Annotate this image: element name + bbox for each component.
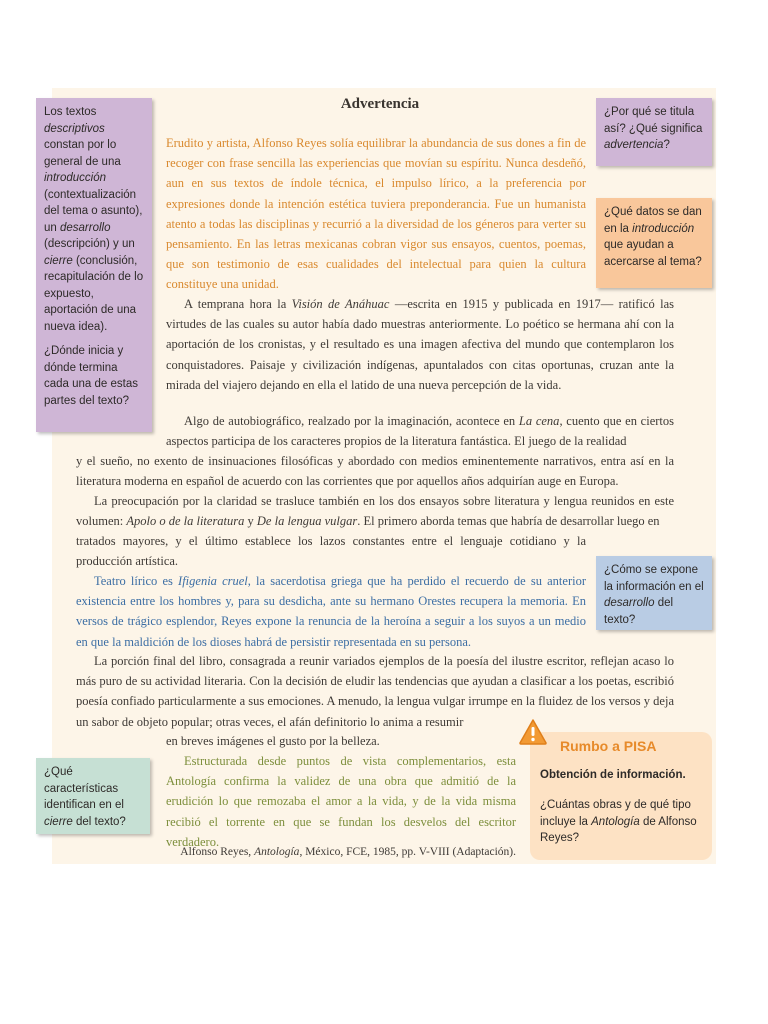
- paragraph-poesia-continued: en breves imágenes el gusto por la belleza.: [166, 734, 380, 748]
- development-question: ¿Cómo se expone la información en el desarrollo del texto?: [604, 564, 704, 626]
- pisa-box: [530, 732, 712, 860]
- paragraph-la-cena: Algo de autobiográfico, realzado por la imaginación, acontece en La cena, cuento que en ciertos aspectos participa de los caracteres propios de la literatura fantástica. El juego de la realidad: [166, 414, 674, 449]
- closing-question: ¿Qué características identifican en el cierre del texto?: [44, 766, 126, 828]
- paragraph-ensayos-continued: tratados mayores, y el último establece los lazos constantes entre el lenguaje cotidiano y la producción artística.: [76, 534, 586, 569]
- descriptive-text-explanation: Los textos descriptivos constan por lo general de una introducción (contextualización del tema o asunto), un desarrollo (descripción) y un cierre (conclusión, recapitulación de lo expuesto, aportación de una nueva idea).: [44, 106, 144, 333]
- warning-triangle-icon: [518, 718, 548, 746]
- paragraph-ifigenia: Teatro lírico es Ifigenia cruel, la sacerdotisa griega que ha perdido el recuerdo de su anterior existencia entre los hombres y, para su desdicha, ante su hermano Orestes recupera la memoria. En versos de trágico esplendor, Reyes expone la renuncia de la heroína a seguir a los suyos a un medio en que la maldición de los dioses habrá de persistir representada en su persona.: [76, 574, 586, 649]
- pisa-question: ¿Cuántas obras y de qué tipo incluye la Antología de Alfonso Reyes?: [540, 799, 697, 844]
- paragraph-poesia: La porción final del libro, consagrada a reunir variados ejemplos de la poesía del ilustre escritor, reflejan acaso lo más puro de su actividad literaria. Con la decisión de eludir las tendencias que ayudan a clasificar a los poetas, escribió poesía confiado particularmente a sus emociones. A menudo, la lengua vulgar irrumpe en la fluidez de los versos y deja un sabor de objeto popular; otras veces, el afán definitorio lo anima a resumir: [76, 654, 674, 729]
- descriptive-text-note: [36, 98, 152, 432]
- closing-question-box: [36, 758, 150, 834]
- paragraph-ensayos: La preocupación por la claridad se trasluce también en los dos ensayos sobre literatura y lengua reunidos en este volumen: Apolo o de la literatura y De la lengua vulgar. El primero aborda temas que habría de desarrollar luego en: [76, 494, 674, 529]
- title-question-box: [596, 98, 712, 166]
- title-question: ¿Por qué se titula así? ¿Qué significa advertencia?: [604, 106, 703, 151]
- pisa-heading: Rumbo a PISA: [560, 738, 657, 754]
- pisa-subheading: Obtención de información.: [540, 768, 686, 781]
- paragraph-la-cena-continued: y el sueño, no exento de insinuaciones filosóficas y abordado con medios eminentemente narrativos, entra así en la literatura moderna en español de acuerdo con las corrientes que por aquellos años adquirían auge en Europa.: [76, 454, 674, 489]
- paragraph-vision-anahuac: A temprana hora la Visión de Anáhuac —escrita en 1915 y publicada en 1917— ratificó las virtudes de las cuales su autor había dado muestras anteriormente. Lo poético se hermana ahí con la aportación de los cronistas, y el resultado es una imagen afectiva del mundo que contemplaron los conquistadores. Paisaje y civilización indígenas, apuntalados con citas oportunas, cruzan ante la mirada del viajero dejando en ella el latido de una nueva percepción de la vida.: [166, 297, 674, 392]
- introduction-question: ¿Qué datos se dan en la introducción que ayudan a acercarse al tema?: [604, 206, 702, 268]
- introduction-question-box: [596, 198, 712, 288]
- document-title: Advertencia: [340, 96, 420, 112]
- source-citation: Alfonso Reyes, Antología, México, FCE, 1985, pp. V-VIII (Adaptación).: [180, 846, 516, 858]
- descriptive-text-question: ¿Dónde inicia y dónde termina cada una de estas partes del texto?: [44, 345, 138, 407]
- paragraph-conclusion: Estructurada desde puntos de vista complementarios, esta Antología confirma la validez de una obra que admitió de la erudición lo que remozaba el amor a la vida, y de la vida misma recibió el torrente en que se fundan los desvelos del escritor verdadero.: [166, 754, 516, 849]
- paragraph-introduction: Erudito y artista, Alfonso Reyes solía equilibrar la abundancia de sus dones a fin de recoger con frase sencilla las experiencias que movían su espíritu. Nunca desdeñó, aun en sus textos de índole técnica, el impulso lírico, a la preferencia por expresiones donde la intención estética tuviera preponderancia. Fue un humanista atento a todas las disciplinas y recurrió a la diversidad de los géneros para verter su pensamiento. En las letras mexicanas cobran vigor sus ensayos, cuentos, poemas, que son testimonio de esas cualidades del intelectual para quien la cultura constituye una unidad.: [166, 136, 586, 292]
- development-question-box: [596, 556, 712, 630]
